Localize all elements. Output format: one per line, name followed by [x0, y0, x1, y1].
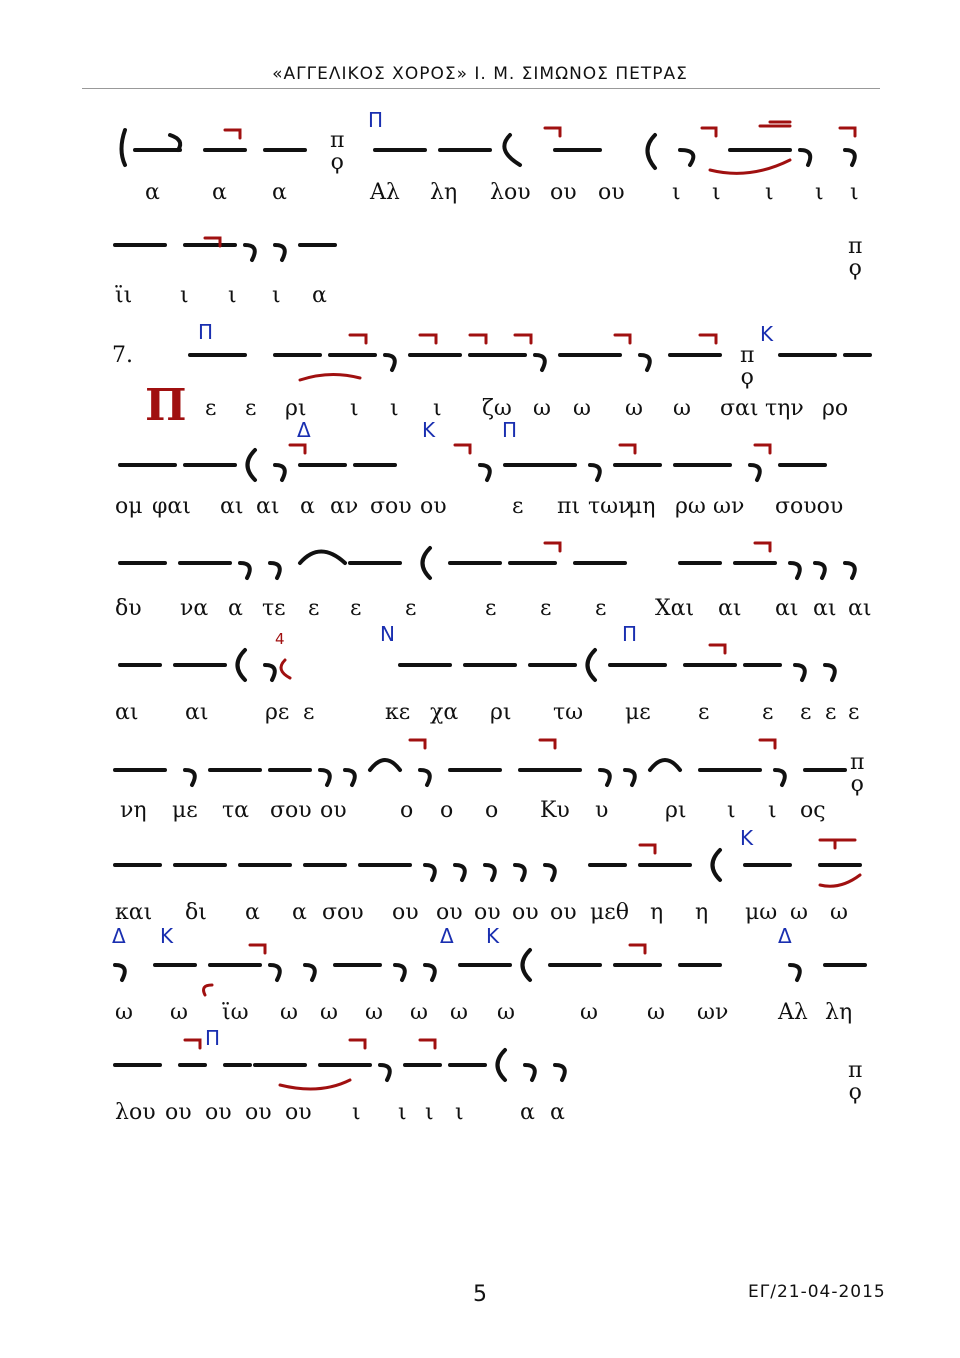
lyric-syllable: να: [180, 596, 209, 621]
lyric-syllable: α: [550, 1100, 565, 1125]
lyric-syllable: ι: [180, 283, 189, 308]
lyric-syllable: ι: [672, 180, 681, 205]
martyria-label: Κ: [486, 924, 500, 948]
lyric-syllable: μω: [745, 900, 778, 925]
lyric-syllable: ω: [450, 1000, 468, 1025]
lyric-syllable: ο: [485, 798, 499, 823]
lyric-syllable: ρι: [665, 798, 687, 823]
lyric-syllable: ου: [320, 798, 347, 823]
lyric-syllable: ου: [550, 180, 577, 205]
lyric-syllable: ω: [625, 396, 643, 421]
lyric-syllable: Αλ: [778, 1000, 808, 1025]
lyric-syllable: ι: [727, 798, 736, 823]
lyric-syllable: ι: [712, 180, 721, 205]
lyric-syllable: ι: [398, 1100, 407, 1125]
small-mark: 4: [275, 630, 285, 648]
lyric-syllable: ρο: [822, 396, 849, 421]
mode-sign: π ϙ: [848, 1058, 863, 1105]
martyria-label: Κ: [760, 322, 774, 346]
lyric-syllable: ου: [205, 1100, 232, 1125]
lyric-syllable: σου: [270, 798, 312, 823]
lyric-syllable: ι: [352, 1100, 361, 1125]
lyric-syllable: με: [172, 798, 198, 823]
lyric-syllable: ι: [433, 396, 442, 421]
lyric-syllable: ω: [115, 1000, 133, 1025]
lyric-syllable: δι: [185, 900, 207, 925]
lyric-syllable: ομ: [115, 494, 143, 519]
lyric-syllable: ων: [713, 494, 745, 519]
lyric-syllable: ε: [308, 596, 320, 621]
footer-date: ΕΓ/21-04-2015: [748, 1282, 886, 1302]
mode-sign: π ϙ: [740, 343, 755, 390]
lyric-syllable: ι: [768, 798, 777, 823]
lyric-syllable: ε: [825, 700, 837, 725]
decorated-initial: Π: [145, 380, 187, 431]
lyric-syllable: ε: [245, 396, 257, 421]
lyric-syllable: ε: [698, 700, 710, 725]
lyric-syllable: α: [312, 283, 327, 308]
martyria-label: Π: [368, 108, 384, 132]
lyric-syllable: ε: [762, 700, 774, 725]
martyria-label: Κ: [740, 826, 754, 850]
lyric-syllable: λη: [430, 180, 458, 205]
lyric-syllable: ω: [580, 1000, 598, 1025]
lyric-syllable: χα: [430, 700, 459, 725]
lyric-syllable: ου: [436, 900, 463, 925]
lyric-syllable: με: [625, 700, 651, 725]
lyric-syllable: αι: [115, 700, 139, 725]
lyric-syllable: δυ: [115, 596, 142, 621]
lyric-syllable: ω: [170, 1000, 188, 1025]
lyric-syllable: ι: [390, 396, 399, 421]
lyric-syllable: ε: [303, 700, 315, 725]
lyric-syllable: α: [272, 180, 287, 205]
lyric-syllable: αν: [330, 494, 359, 519]
lyric-syllable: ι: [272, 283, 281, 308]
lyric-syllable: ϊι: [115, 283, 133, 308]
lyric-syllable: αι: [813, 596, 837, 621]
martyria-label: Π: [205, 1026, 221, 1050]
lyric-syllable: υ: [595, 798, 609, 823]
lyric-syllable: ω: [647, 1000, 665, 1025]
lyric-syllable: ω: [280, 1000, 298, 1025]
lyric-syllable: ου: [165, 1100, 192, 1125]
lyric-syllable: αι: [718, 596, 742, 621]
lyric-syllable: ο: [440, 798, 454, 823]
lyric-syllable: αι: [220, 494, 244, 519]
lyric-syllable: η: [650, 900, 664, 925]
page-number: 5: [473, 1282, 487, 1307]
lyric-syllable: σουου: [775, 494, 844, 519]
lyric-syllable: α: [292, 900, 307, 925]
lyric-syllable: αι: [848, 596, 872, 621]
lyric-syllable: ων: [697, 1000, 729, 1025]
lyric-syllable: ρω: [675, 494, 706, 519]
lyric-syllable: αι: [185, 700, 209, 725]
lyric-syllable: ρε: [265, 700, 290, 725]
martyria-label: Δ: [112, 924, 126, 948]
lyric-syllable: ε: [800, 700, 812, 725]
martyria-label: Π: [198, 320, 214, 344]
lyric-syllable: των: [588, 494, 632, 519]
lyric-syllable: ρι: [490, 700, 512, 725]
lyric-syllable: ου: [392, 900, 419, 925]
lyric-syllable: ος: [800, 798, 826, 823]
lyric-syllable: Αλ: [370, 180, 400, 205]
lyric-syllable: α: [145, 180, 160, 205]
lyric-syllable: ω: [830, 900, 848, 925]
lyric-syllable: αι: [256, 494, 280, 519]
lyric-syllable: ω: [320, 1000, 338, 1025]
lyric-syllable: πι: [557, 494, 581, 519]
lyric-syllable: ου: [512, 900, 539, 925]
lyric-syllable: ε: [205, 396, 217, 421]
lyric-syllable: ω: [673, 396, 691, 421]
lyric-syllable: ι: [350, 396, 359, 421]
lyric-syllable: ρι: [285, 396, 307, 421]
lyric-syllable: τω: [553, 700, 584, 725]
lyric-syllable: ω: [533, 396, 551, 421]
lyric-syllable: σαι: [720, 396, 759, 421]
martyria-label: Δ: [440, 924, 454, 948]
section-number: 7.: [112, 343, 133, 368]
lyric-syllable: ω: [573, 396, 591, 421]
lyric-syllable: α: [300, 494, 315, 519]
martyria-label: Π: [502, 418, 518, 442]
mode-sign: π ϙ: [848, 234, 863, 281]
lyric-syllable: λου: [490, 180, 531, 205]
lyric-syllable: ι: [850, 180, 859, 205]
lyric-syllable: ο: [400, 798, 414, 823]
lyric-syllable: ω: [497, 1000, 515, 1025]
martyria-label: Π: [622, 622, 638, 646]
lyric-syllable: ι: [425, 1100, 434, 1125]
mode-sign: π ϙ: [330, 128, 345, 175]
lyric-syllable: τα: [222, 798, 250, 823]
lyric-syllable: ε: [595, 596, 607, 621]
lyric-syllable: ε: [485, 596, 497, 621]
lyric-syllable: ι: [228, 283, 237, 308]
lyric-syllable: σου: [370, 494, 412, 519]
lyric-syllable: ου: [285, 1100, 312, 1125]
lyric-syllable: ω: [365, 1000, 383, 1025]
lyric-syllable: ε: [512, 494, 524, 519]
lyric-syllable: λου: [115, 1100, 156, 1125]
lyric-syllable: ε: [405, 596, 417, 621]
lyric-syllable: ε: [848, 700, 860, 725]
lyric-syllable: ι: [765, 180, 774, 205]
lyric-syllable: η: [695, 900, 709, 925]
mode-sign: π ϙ: [850, 750, 865, 797]
lyric-syllable: σου: [322, 900, 364, 925]
lyric-syllable: α: [212, 180, 227, 205]
lyric-syllable: ου: [550, 900, 577, 925]
lyric-syllable: μεθ: [590, 900, 629, 925]
lyric-syllable: Χαι: [655, 596, 695, 621]
martyria-label: Κ: [422, 418, 436, 442]
lyric-syllable: Κυ: [540, 798, 570, 823]
page-header: «ΑΓΓΕΛΙΚΟΣ ΧΟΡΟΣ» Ι. Μ. ΣΙΜΩΝΟΣ ΠΕΤΡΑΣ: [272, 64, 688, 84]
lyric-syllable: ε: [540, 596, 552, 621]
martyria-label: Ν: [380, 622, 395, 646]
lyric-syllable: ω: [410, 1000, 428, 1025]
lyric-syllable: μη: [628, 494, 656, 519]
lyric-syllable: α: [520, 1100, 535, 1125]
lyric-syllable: την: [765, 396, 804, 421]
lyric-syllable: τε: [262, 596, 286, 621]
lyric-syllable: α: [228, 596, 243, 621]
lyric-syllable: ου: [598, 180, 625, 205]
lyric-syllable: ε: [350, 596, 362, 621]
lyric-syllable: ου: [245, 1100, 272, 1125]
lyric-syllable: ι: [455, 1100, 464, 1125]
lyric-syllable: α: [245, 900, 260, 925]
martyria-label: Δ: [778, 924, 792, 948]
lyric-syllable: ζω: [482, 396, 512, 421]
lyric-syllable: ϊω: [222, 1000, 249, 1025]
martyria-label: Κ: [160, 924, 174, 948]
lyric-syllable: ου: [420, 494, 447, 519]
lyric-syllable: νη: [120, 798, 147, 823]
lyric-syllable: ου: [474, 900, 501, 925]
lyric-syllable: λη: [825, 1000, 853, 1025]
lyric-syllable: και: [115, 900, 153, 925]
lyric-syllable: κε: [385, 700, 411, 725]
lyric-syllable: αι: [775, 596, 799, 621]
lyric-syllable: ω: [790, 900, 808, 925]
lyric-syllable: ι: [815, 180, 824, 205]
martyria-label: Δ: [297, 418, 311, 442]
lyric-syllable: φαι: [152, 494, 191, 519]
